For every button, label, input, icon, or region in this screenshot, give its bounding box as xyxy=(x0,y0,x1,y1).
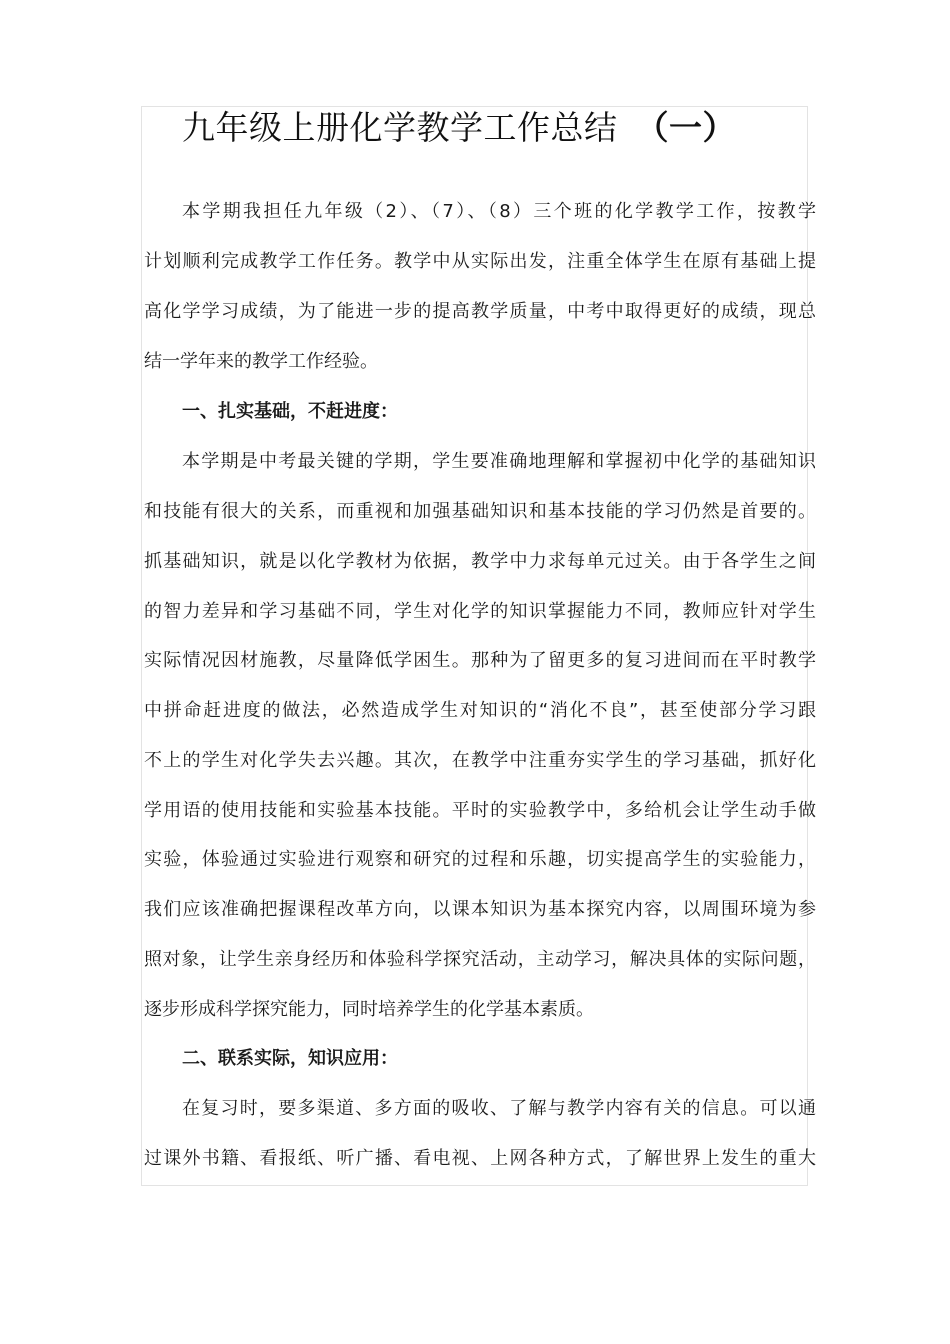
paragraph-line: 在复习时，要多渠道、多方面的吸收、了解与教学内容有关的信息。可以通 xyxy=(182,1098,816,1119)
paragraph-line: 过课外书籍、看报纸、听广播、看电视、上网各种方式，了解世界上发生的重大 xyxy=(144,1148,816,1169)
paragraph-line: 本学期我担任九年级（2）、（7）、（8）三个班的化学教学工作，按教学 xyxy=(182,201,816,222)
paragraph-line: 实验，体验通过实验进行观察和研究的过程和乐趣，切实提高学生的实验能力， xyxy=(144,849,816,870)
paragraph-line: 和技能有很大的关系，而重视和加强基础知识和基本技能的学习仍然是首要的。 xyxy=(144,501,816,522)
paragraph-line: 抓基础知识，就是以化学教材为依据，教学中力求每单元过关。由于各学生之间 xyxy=(144,551,816,572)
paragraph-line: 我们应该准确把握课程改革方向，以课本知识为基本探究内容，以周围环境为参 xyxy=(144,899,816,920)
paragraph-line: 中拼命赶进度的做法，必然造成学生对知识的“消化不良”，甚至使部分学习跟 xyxy=(144,700,816,721)
paragraph-line: 照对象，让学生亲身经历和体验科学探究活动，主动学习，解决具体的实际问题， xyxy=(144,949,816,970)
section-heading: 一、扎实基础，不赶进度： xyxy=(182,401,398,422)
paragraph-line: 的智力差异和学习基础不同，学生对化学的知识掌握能力不同，教师应针对学生 xyxy=(144,601,816,622)
document-title xyxy=(182,103,802,153)
paragraph-line: 高化学学习成绩，为了能进一步的提高教学质量，中考中取得更好的成绩，现总 xyxy=(144,301,816,322)
section-heading: 二、联系实际，知识应用： xyxy=(182,1048,398,1069)
paragraph-line: 逐步形成科学探究能力，同时培养学生的化学基本素质。 xyxy=(144,999,594,1020)
title-text: 九年级上册化学教学工作总结 xyxy=(182,108,618,147)
title-suffix: （一） xyxy=(635,108,736,147)
paragraph-line: 学用语的使用技能和实验基本技能。平时的实验教学中，多给机会让学生动手做 xyxy=(144,800,816,821)
paragraph-line: 不上的学生对化学失去兴趣。其次，在教学中注重夯实学生的学习基础，抓好化 xyxy=(144,750,816,771)
paragraph-line: 结一学年来的教学工作经验。 xyxy=(144,351,378,372)
paragraph-line: 本学期是中考最关键的学期，学生要准确地理解和掌握初中化学的基础知识 xyxy=(182,451,816,472)
paragraph-line: 实际情况因材施教，尽量降低学困生。那种为了留更多的复习进间而在平时教学 xyxy=(144,650,816,671)
paragraph-line: 计划顺利完成教学工作任务。教学中从实际出发，注重全体学生在原有基础上提 xyxy=(144,251,816,272)
